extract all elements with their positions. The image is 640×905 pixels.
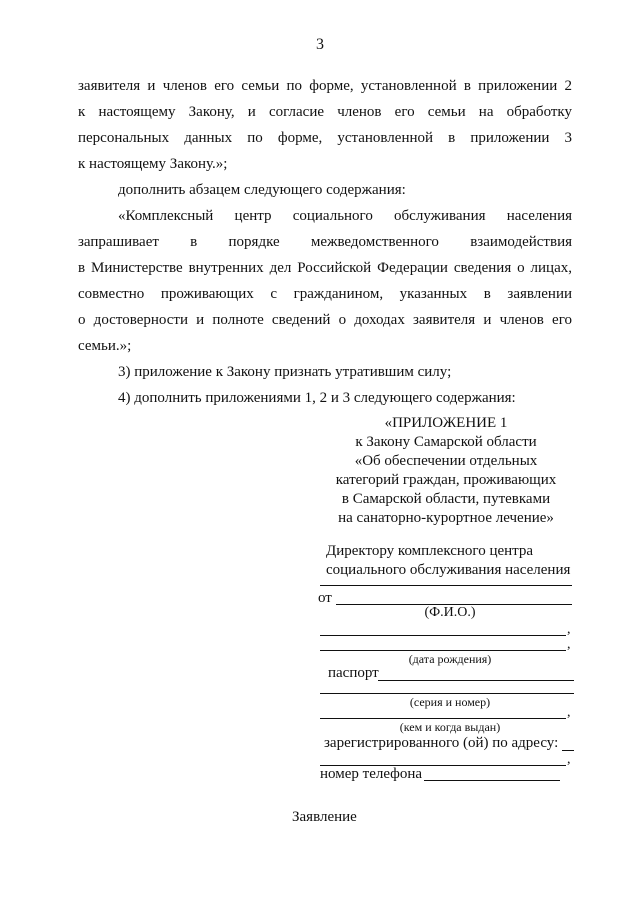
- issued-by-field[interactable]: [320, 718, 566, 719]
- body-line: совместно проживающих с гражданином, указанных в заявлении: [78, 286, 572, 302]
- address-label: зарегистрированного (ой) по адресу:: [324, 735, 559, 751]
- addressee-line: социального обслуживания населения: [326, 562, 571, 578]
- body-line: дополнить абзацем следующего содержания:: [118, 182, 406, 198]
- page-number: 3: [316, 36, 324, 53]
- comma: ,: [567, 705, 571, 720]
- passport-label: паспорт: [328, 665, 379, 681]
- comma: ,: [567, 622, 571, 637]
- body-line: в Министерстве внутренних дел Российской Федерации сведения о лицах,: [78, 260, 572, 276]
- appendix-header-line: в Самарской области, путевками: [341, 491, 551, 507]
- body-line: о достоверности и полноте сведений о доходах заявителя и членов его: [78, 312, 572, 328]
- body-line: к настоящему Закону, и согласие членов его семьи на обработку: [78, 104, 572, 120]
- body-line: 4) дополнить приложениями 1, 2 и 3 следующего содержания:: [118, 390, 516, 406]
- body-line: персональных данных по форме, установленной в приложении 3: [78, 130, 572, 146]
- fio-field-continued[interactable]: [320, 635, 566, 636]
- series-caption: (серия и номер): [409, 695, 491, 709]
- appendix-header-line: «Об обеспечении отдельных: [354, 453, 538, 469]
- issued-by-caption: (кем и когда выдан): [399, 720, 501, 734]
- body-line: «Комплексный центр социального обслуживания населения: [118, 208, 572, 224]
- phone-field[interactable]: [424, 780, 560, 781]
- birth-date-field[interactable]: [320, 650, 566, 651]
- phone-label: номер телефона: [320, 766, 423, 782]
- appendix-header-line: на санаторно-курортное лечение»: [338, 510, 554, 526]
- birth-date-caption: (дата рождения): [408, 652, 492, 666]
- comma: ,: [567, 637, 571, 652]
- appendix-header-line: «ПРИЛОЖЕНИЕ 1: [384, 415, 508, 431]
- body-line: заявителя и членов его семьи по форме, установленной в приложении 2: [78, 78, 572, 94]
- form-rule: [320, 585, 572, 586]
- passport-field-continued[interactable]: [320, 693, 574, 694]
- addressee-line: Директору комплексного центра: [326, 543, 534, 559]
- passport-field[interactable]: [378, 680, 574, 681]
- body-line: к настоящему Закону.»;: [78, 156, 228, 172]
- body-line: 3) приложение к Закону признать утратившим силу;: [118, 364, 452, 380]
- appendix-header-line: к Закону Самарской области: [355, 434, 537, 450]
- document-title: Заявление: [292, 809, 357, 825]
- comma: ,: [567, 752, 571, 767]
- fio-caption: (Ф.И.О.): [424, 605, 476, 620]
- body-line: запрашивает в порядке межведомственного взаимодействия: [78, 234, 572, 250]
- from-label: от: [318, 590, 332, 606]
- body-line: семьи.»;: [78, 338, 132, 354]
- appendix-header-line: категорий граждан, проживающих: [335, 472, 557, 488]
- address-field[interactable]: [562, 750, 574, 751]
